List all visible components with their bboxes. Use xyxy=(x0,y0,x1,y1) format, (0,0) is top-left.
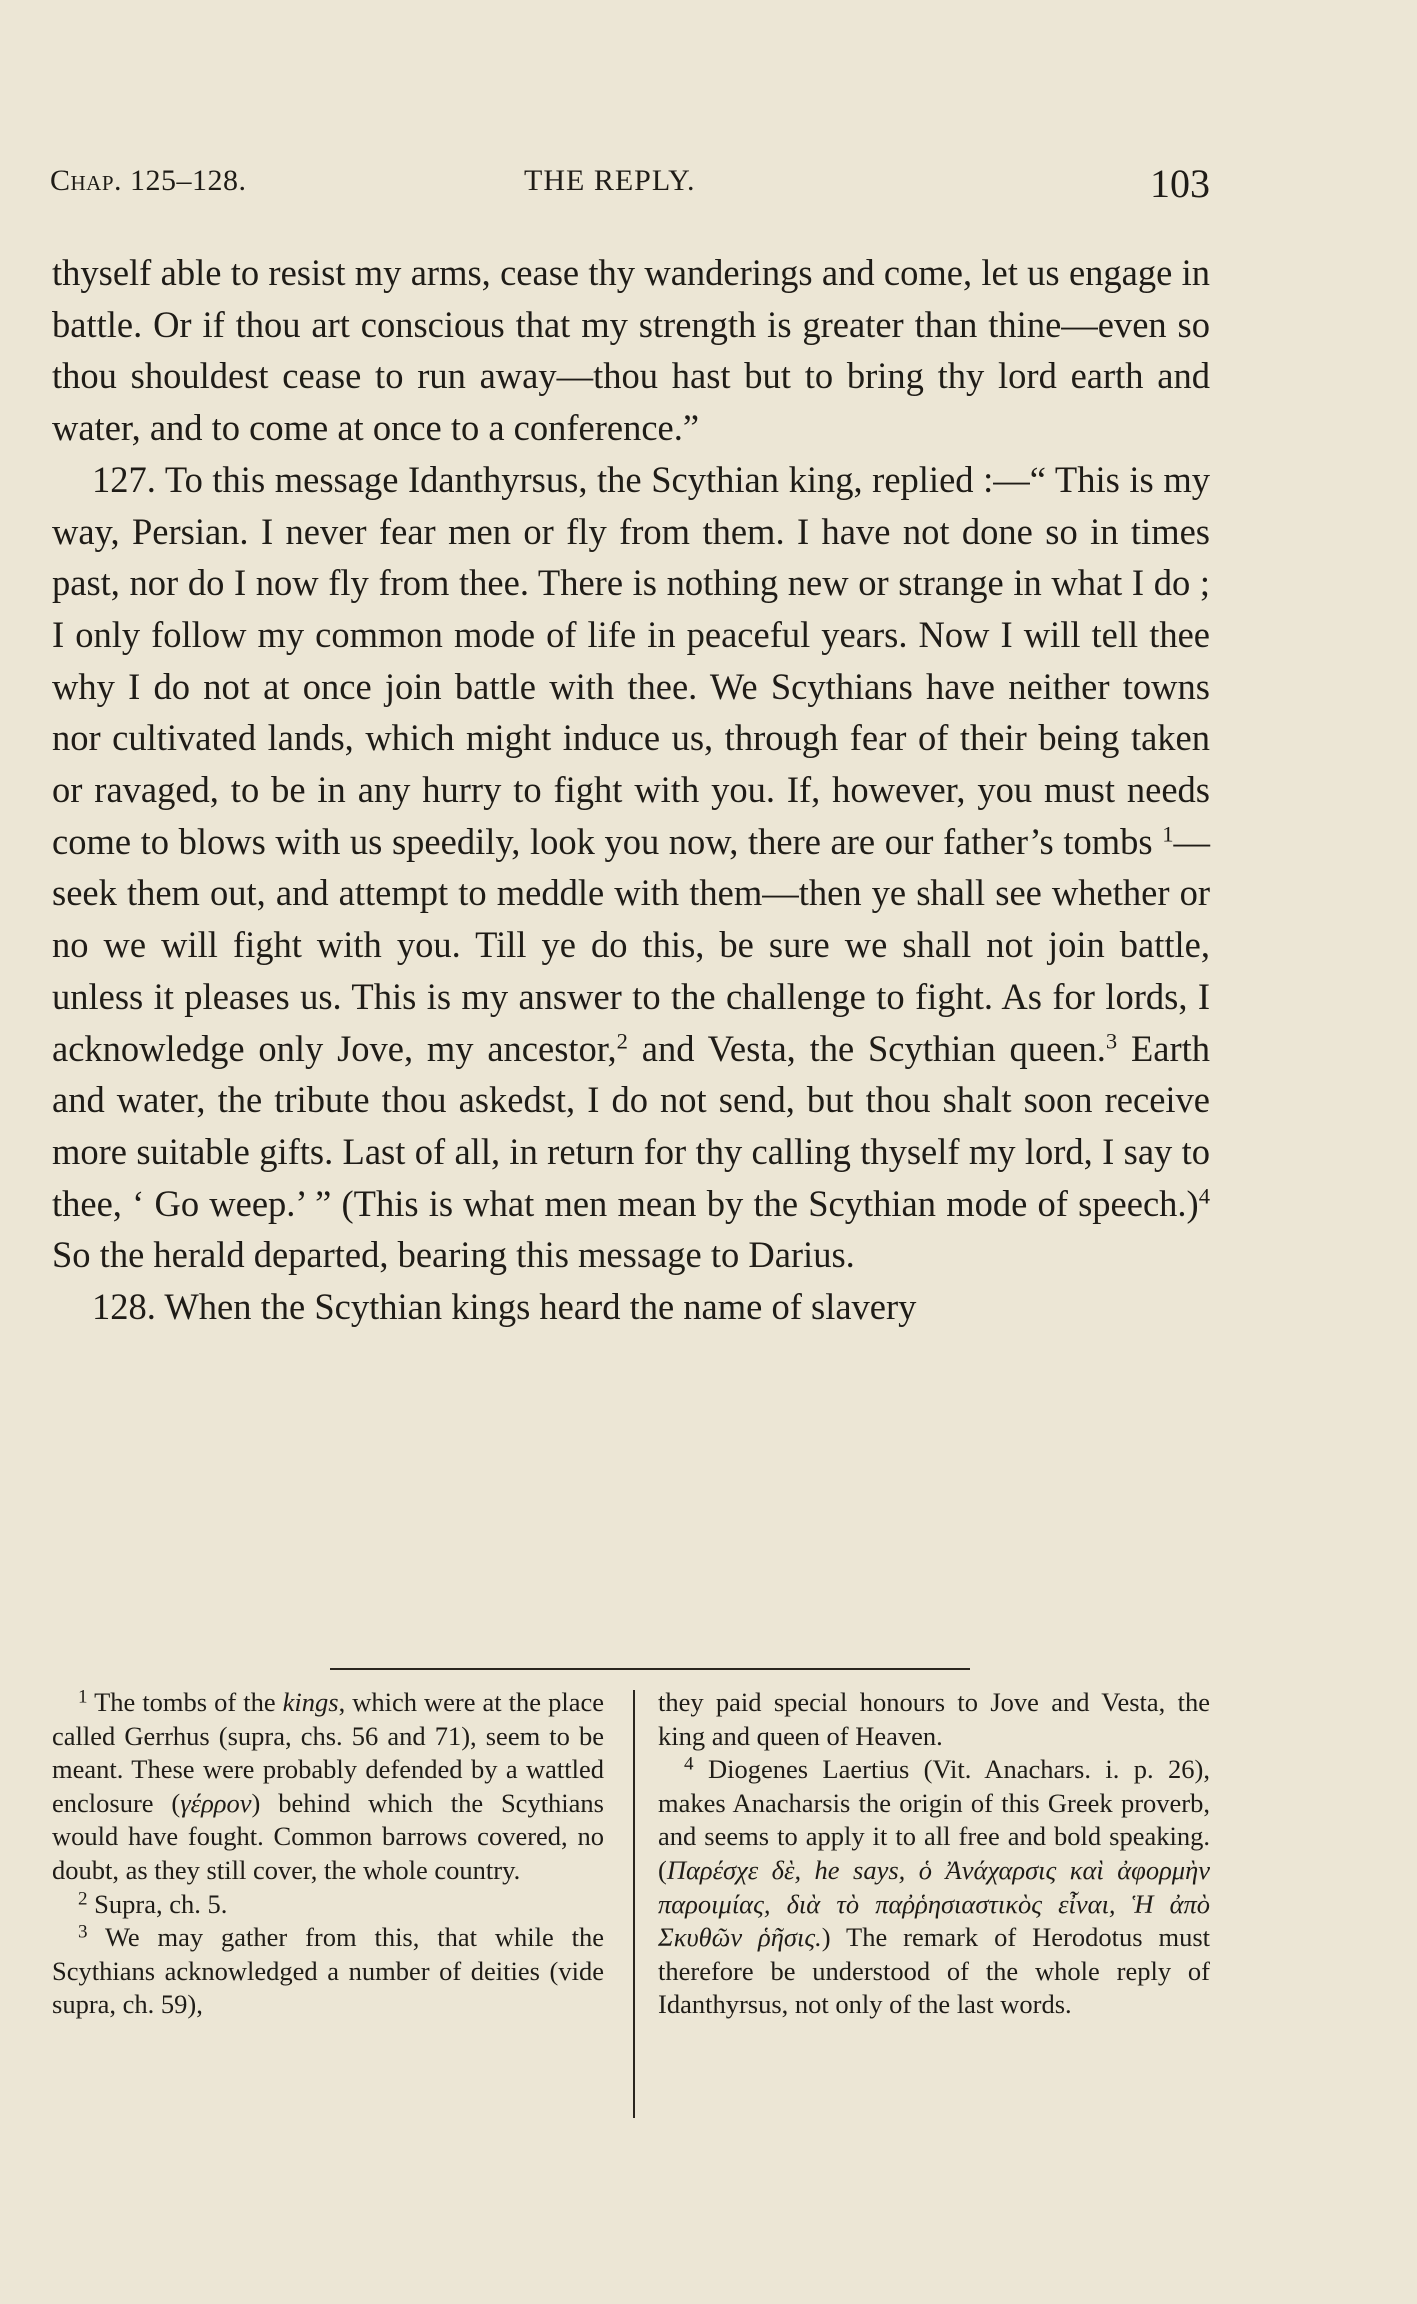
page-number: 103 xyxy=(1150,161,1210,206)
footnote-1-greek: γέρρον xyxy=(180,1787,252,1818)
footnote-1: $^1$ The tombs of the kings, which were at the place called Gerrhus (supra, chs. 56 and 71), seem to be meant. These were probably defended by a wattled enclosure (γέρρον) behind which the Scythians would have fought. Common barrows covered, no doubt, as they still cover, the whole country. xyxy=(52,1686,604,1885)
footnote-ref-3: 3 xyxy=(1105,1028,1118,1054)
main-text xyxy=(52,247,1210,1333)
footnotes-left-column xyxy=(52,1686,604,2022)
footnote-ref-2: 2 xyxy=(616,1028,628,1054)
footnote-3-continuation: they paid special honours to Jove and Vesta, the king and queen of Heaven. xyxy=(658,1687,1210,1751)
footnote-4-number: 4 xyxy=(684,1753,694,1775)
paragraph-128: 128. When the Scythian kings heard the name of slavery xyxy=(92,1286,917,1328)
footnote-column-rule xyxy=(633,1690,635,2118)
footnote-3: $^3$ We may gather from this, that while the Scythians acknowledged a number of deities (vide supra, ch. 59), xyxy=(52,1921,604,2020)
chapter-reference: Chap. 125–128. xyxy=(50,164,247,197)
footnotes-right-column xyxy=(658,1686,1210,2022)
footnote-2-number: 2 xyxy=(78,1887,88,1909)
paragraph-127-part-c: and Vesta, the Scythian queen. xyxy=(627,1027,1106,1069)
paragraph-continuation: thyself able to resist my arms, cease thy wanderings and come, let us engage in battle. Or if thou art conscious that my strength is greater than thine—even so thou shouldest cease to run away—thou hast but to bring thy lord earth and water, and to come at once to a conference.” xyxy=(52,252,1210,449)
footnote-ref-1: 1 xyxy=(1162,821,1174,847)
paragraph-127-part-e: So the herald departed, bearing this message to Darius. xyxy=(52,1234,855,1276)
paragraph-127-part-d: Earth and water, the tribute thou askedst, I do not send, but thou shalt soon receive more suitable gifts. Last of all, in return for thy calling thyself my lord, I say to thee, ‘ Go weep.’ ” (This is what men mean by the Scythian mode of speech.) xyxy=(52,1027,1210,1224)
footnote-3-number: 3 xyxy=(78,1921,88,1943)
running-head xyxy=(50,160,1210,206)
footnote-4-greek-quote: Παρέσχε δὲ, he says, ὁ Ἀνάχαρσις καὶ ἀφορμὴν παροιμίας, διὰ τὸ παῤῥησιαστικὸς εἶναι, Ἡ ἀπὸ Σκυθῶν ῥῆσις. xyxy=(658,1854,1210,1953)
footnote-1-emphasis: kings xyxy=(282,1687,339,1717)
paragraph-127 xyxy=(52,454,1210,1281)
footnote-1-number: 1 xyxy=(78,1686,88,1708)
paragraph-127-part-a: 127. To this message Idanthyrsus, the Scythian king, replied :—“ This is my way, Persian. I never fear men or fly from them. I have not done so in times past, nor do I now fly from thee. There is nothing new or strange in what I do ; I only follow my common mode of life in peaceful years. Now I will tell thee why I do not at once join battle with thee. We Scythians have neither towns nor cultivated lands, which might induce us, through fear of their being taken or ravaged, to be in any hurry to fight with you. If, however, you must needs come to blows with us speedily, look you now, there are our father’s tombs xyxy=(52,458,1210,862)
footnote-4: $^4$ Diogenes Laertius (Vit. Anachars. i. p. 26), makes Anacharsis the origin of this Greek proverb, and seems to apply it to all free and bold speaking. (Παρέσχε δὲ, he says, ὁ Ἀνάχαρσις καὶ ἀφορμὴν παροιμίας, διὰ τὸ παῤῥησιαστικὸς εἶναι, Ἡ ἀπὸ Σκυθῶν ῥῆσις.) The remark of Herodotus must therefore be understood of the whole reply of Idanthyrsus, not only of the last words. xyxy=(658,1753,1211,2020)
footnote-divider xyxy=(330,1668,970,1670)
footnote-ref-4: 4 xyxy=(1198,1183,1210,1209)
footnote-2: $^2$ Supra, ch. 5. xyxy=(78,1887,228,1919)
paragraph-127-part-b: —seek them out, and attempt to meddle with them—then ye shall see whether or no we will fight with you. Till ye do this, be sure we shall not join battle, unless it pleases us. This is my answer to the challenge to fight. As for lords, I acknowledge only Jove, my ancestor, xyxy=(52,820,1210,1069)
page-title: THE REPLY. xyxy=(524,164,696,197)
